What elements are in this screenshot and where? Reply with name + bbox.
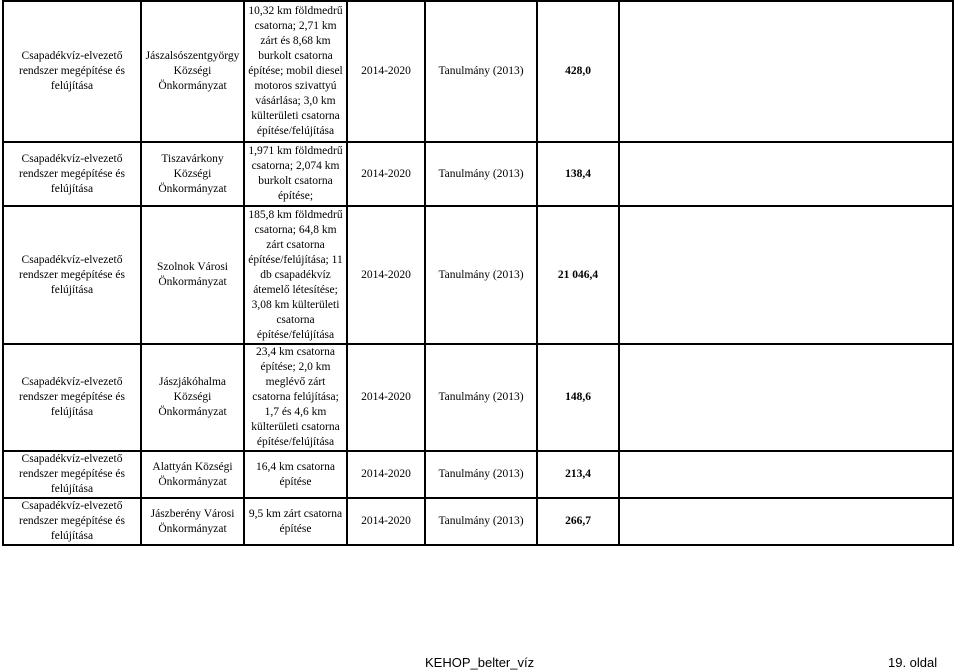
empty-cell <box>619 206 953 344</box>
period-cell: 2014-2020 <box>347 498 425 545</box>
study-cell: Tanulmány (2013) <box>425 142 537 206</box>
description-cell: 9,5 km zárt csatorna építése <box>244 498 347 545</box>
value-cell: 266,7 <box>537 498 619 545</box>
study-cell: Tanulmány (2013) <box>425 344 537 451</box>
owner-cell: Alattyán Községi Önkormányzat <box>141 451 244 498</box>
description-cell: 16,4 km csatorna építése <box>244 451 347 498</box>
value-cell: 138,4 <box>537 142 619 206</box>
description-cell: 23,4 km csatorna építése; 2,0 km meglévő zárt csatorna felújítása; 1,7 és 4,6 km külterületi csatorna építése/felújítása <box>244 344 347 451</box>
study-cell: Tanulmány (2013) <box>425 498 537 545</box>
footer-page-number: 19. oldal <box>888 655 938 670</box>
empty-cell <box>619 142 953 206</box>
empty-cell <box>619 498 953 545</box>
table-row <box>3 142 953 206</box>
period-cell: 2014-2020 <box>347 206 425 344</box>
owner-cell: Jászalsószentgyörgy Községi Önkormányzat <box>141 1 244 142</box>
table-row <box>3 344 953 451</box>
description-cell: 185,8 km földmedrű csatorna; 64,8 km zárt csatorna építése/felújítása; 11 db csapadékvíz átemelő létesítése; 3,08 km külterületi csatorna építése/felújítása <box>244 206 347 344</box>
study-cell: Tanulmány (2013) <box>425 206 537 344</box>
owner-cell: Tiszavárkony Községi Önkormányzat <box>141 142 244 206</box>
owner-cell: Jászberény Városi Önkormányzat <box>141 498 244 545</box>
project-table <box>2 0 954 546</box>
period-cell: 2014-2020 <box>347 451 425 498</box>
period-cell: 2014-2020 <box>347 142 425 206</box>
project-name-cell: Csapadékvíz-elvezető rendszer megépítése és felújítása <box>3 142 141 206</box>
period-cell: 2014-2020 <box>347 344 425 451</box>
table-row <box>3 451 953 498</box>
value-cell: 148,6 <box>537 344 619 451</box>
description-cell: 10,32 km földmedrű csatorna; 2,71 km zárt és 8,68 km burkolt csatorna építése; mobil diesel motoros szivattyú vásárlása; 3,0 km külterületi csatorna építése/felújítása <box>244 1 347 142</box>
empty-cell <box>619 451 953 498</box>
table-row <box>3 206 953 344</box>
project-name-cell: Csapadékvíz-elvezető rendszer megépítése és felújítása <box>3 344 141 451</box>
owner-cell: Jászjákóhalma Községi Önkormányzat <box>141 344 244 451</box>
value-cell: 213,4 <box>537 451 619 498</box>
project-name-cell: Csapadékvíz-elvezető rendszer megépítése és felújítása <box>3 498 141 545</box>
study-cell: Tanulmány (2013) <box>425 1 537 142</box>
study-cell: Tanulmány (2013) <box>425 451 537 498</box>
description-cell: 1,971 km földmedrű csatorna; 2,074 km burkolt csatorna építése; <box>244 142 347 206</box>
value-cell: 428,0 <box>537 1 619 142</box>
empty-cell <box>619 1 953 142</box>
empty-cell <box>619 344 953 451</box>
table-row <box>3 1 953 142</box>
project-name-cell: Csapadékvíz-elvezető rendszer megépítése és felújítása <box>3 451 141 498</box>
value-cell: 21 046,4 <box>537 206 619 344</box>
project-name-cell: Csapadékvíz-elvezető rendszer megépítése és felújítása <box>3 1 141 142</box>
project-name-cell: Csapadékvíz-elvezető rendszer megépítése és felújítása <box>3 206 141 344</box>
period-cell: 2014-2020 <box>347 1 425 142</box>
table-row <box>3 498 953 545</box>
footer-document-name: KEHOP_belter_víz <box>425 655 535 670</box>
owner-cell: Szolnok Városi Önkormányzat <box>141 206 244 344</box>
